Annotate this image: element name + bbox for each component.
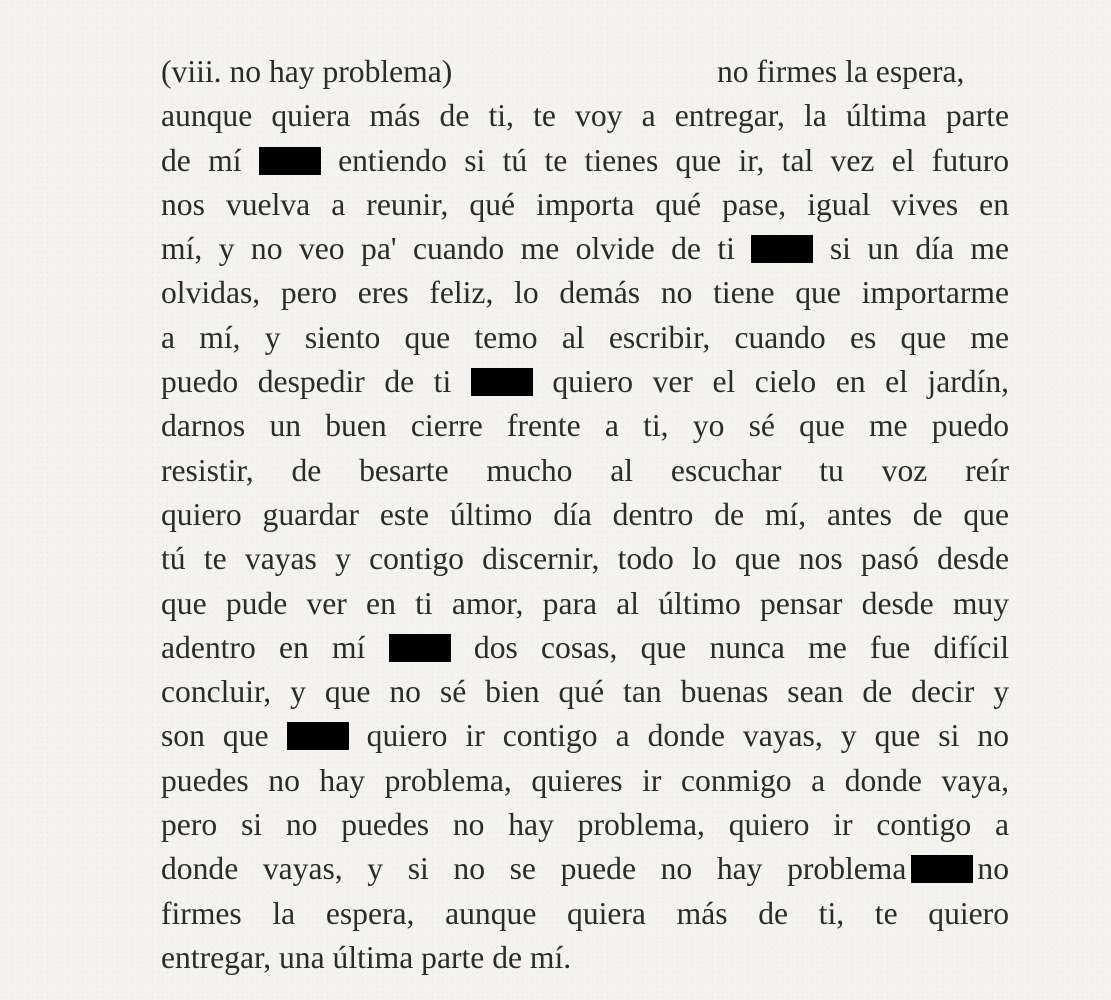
text-segment: entregar, una última parte de mí. [161, 939, 572, 975]
text-line-4 [161, 183, 1009, 227]
text-line-8 [161, 360, 1009, 404]
text-segment: son que [161, 718, 269, 754]
text-segment: nos vuelva a reunir, qué importa qué pase, igual vives en [161, 186, 1009, 222]
text-segment: puedes no hay problema, quieres ir conmigo a donde vaya, [161, 762, 1009, 798]
redaction-bar [911, 855, 973, 883]
text-line-14 [161, 626, 1009, 670]
text-segment: pero si no puedes no hay problema, quiero ir contigo a [161, 807, 1009, 843]
redaction-bar [751, 235, 813, 263]
text-line-20 [161, 892, 1009, 936]
text-line-3 [161, 139, 1009, 183]
redaction-bar [287, 722, 349, 750]
text-segment: quiero ir contigo a donde vayas, y que si no [366, 718, 1009, 754]
text-segment: adentro en mí [161, 629, 366, 665]
text-segment: no [977, 851, 1009, 887]
text-line-12 [161, 537, 1009, 581]
redaction-bar [471, 368, 533, 396]
text-line-1 [161, 50, 1009, 94]
text-segment: concluir, y que no sé bien qué tan buenas sean de decir y [161, 674, 1009, 710]
text-line-2 [161, 94, 1009, 138]
text-segment: tú te vayas y contigo discernir, todo lo que nos pasó desde [161, 541, 1009, 577]
text-segment: quiero guardar este último día dentro de mí, antes de que [161, 496, 1009, 532]
text-line-19 [161, 847, 1009, 891]
text-segment: puedo despedir de ti [161, 364, 452, 400]
poem-page [161, 50, 1009, 980]
text-segment: de mí [161, 142, 242, 178]
text-line-16 [161, 714, 1009, 758]
text-line-10 [161, 449, 1009, 493]
text-segment: darnos un buen cierre frente a ti, yo sé que me puedo [161, 408, 1009, 444]
text-line-6 [161, 271, 1009, 315]
text-segment: olvidas, pero eres feliz, lo demás no tiene que importarme [161, 275, 1009, 311]
text-segment: no firmes la espera, [717, 54, 965, 89]
text-segment: resistir, de besarte mucho al escuchar tu voz reír [161, 452, 1009, 488]
text-segment: quiero ver el cielo en el jardín, [552, 364, 1010, 400]
text-line-13 [161, 582, 1009, 626]
text-line-17 [161, 759, 1009, 803]
text-segment: que pude ver en ti amor, para al último pensar desde muy [161, 585, 1009, 621]
redaction-bar [389, 634, 451, 662]
text-line-5 [161, 227, 1009, 271]
redaction-bar [259, 147, 321, 175]
text-segment: si un día me [829, 231, 1010, 267]
text-segment: aunque quiera más de ti, te voy a entregar, la última parte [161, 98, 1009, 134]
text-segment: dos cosas, que nunca me fue difícil [473, 629, 1009, 665]
text-line-21 [161, 936, 1009, 980]
text-line-15 [161, 670, 1009, 714]
text-segment: mí, y no veo pa' cuando me olvide de ti [161, 231, 735, 267]
text-line-18 [161, 803, 1009, 847]
poem-title: (viii. no hay problema) [161, 54, 453, 89]
text-segment: entiendo si tú te tienes que ir, tal vez el futuro [338, 142, 1010, 178]
text-line-9 [161, 404, 1009, 448]
text-segment: donde vayas, y si no se puede no hay problema [161, 851, 907, 887]
text-line-7 [161, 316, 1009, 360]
text-segment: a mí, y siento que temo al escribir, cuando es que me [161, 319, 1009, 355]
text-line-11 [161, 493, 1009, 537]
text-segment: firmes la espera, aunque quiera más de ti, te quiero [161, 895, 1009, 931]
